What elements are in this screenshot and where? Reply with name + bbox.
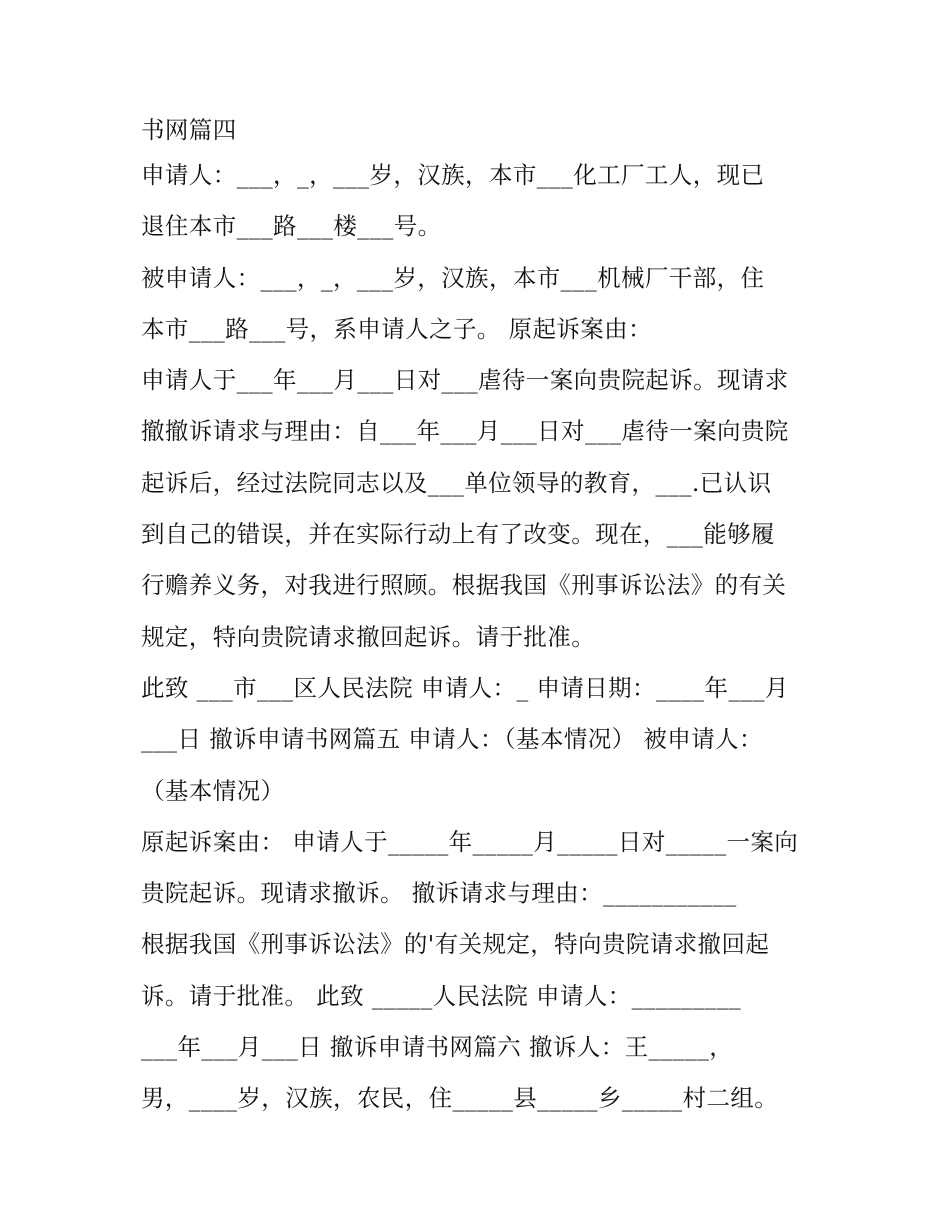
text-line: 男，____岁，汉族，农民，住_____县_____乡_____村二组。 — [141, 1084, 779, 1113]
document-body — [141, 110, 831, 1125]
section-heading: 书网篇四 — [141, 116, 237, 144]
text-line: 规定，特向贵院请求撤回起诉。请于批准。 — [141, 622, 596, 651]
text-line: 根据我国《刑事诉讼法》的'有关规定，特向贵院请求撤回起 — [141, 930, 770, 959]
text-line: 起诉后，经过法院同志以及___单位领导的教育，___.已认识 — [141, 468, 772, 497]
text-line: 退住本市___路___楼___号。 — [141, 212, 442, 241]
text-line: 本市___路___号，系申请人之子。 原起诉案由： — [141, 314, 652, 343]
text-line: 诉。请于批准。 此致 _____人民法院 申请人：_________ — [141, 981, 742, 1010]
text-line: 撤撤诉请求与理由：自___年___月___日对___虐待一案向贵院 — [141, 417, 789, 446]
text-line: 申请人于___年___月___日对___虐待一案向贵院起诉。现请求 — [141, 366, 789, 395]
text-line: 申请人：___，_，___岁，汉族，本市___化工厂工人，现已 — [141, 161, 765, 189]
text-line: 此致 ___市___区人民法院 申请人：_ 申请日期：____年___月 — [141, 673, 789, 702]
text-line: 被申请人：___，_，___岁，汉族，本市___机械厂干部，住 — [141, 263, 765, 292]
text-line: 行赡养义务，对我进行照顾。根据我国《刑事诉讼法》的有关 — [141, 571, 787, 600]
text-line: （基本情况） — [141, 776, 285, 805]
text-line: ___年___月___日 撤诉申请书网篇六 撤诉人：王_____， — [141, 1033, 734, 1062]
text-line: 原起诉案由： 申请人于_____年_____月_____日对_____一案向 — [141, 827, 799, 856]
text-line: 贵院起诉。现请求撤诉。 撤诉请求与理由：___________ — [141, 879, 737, 908]
text-line: ___日 撤诉申请书网篇五 申请人：（基本情况） 被申请人： — [141, 725, 763, 754]
text-line: 到自己的错误，并在实际行动上有了改变。现在，___能够履 — [141, 520, 775, 549]
